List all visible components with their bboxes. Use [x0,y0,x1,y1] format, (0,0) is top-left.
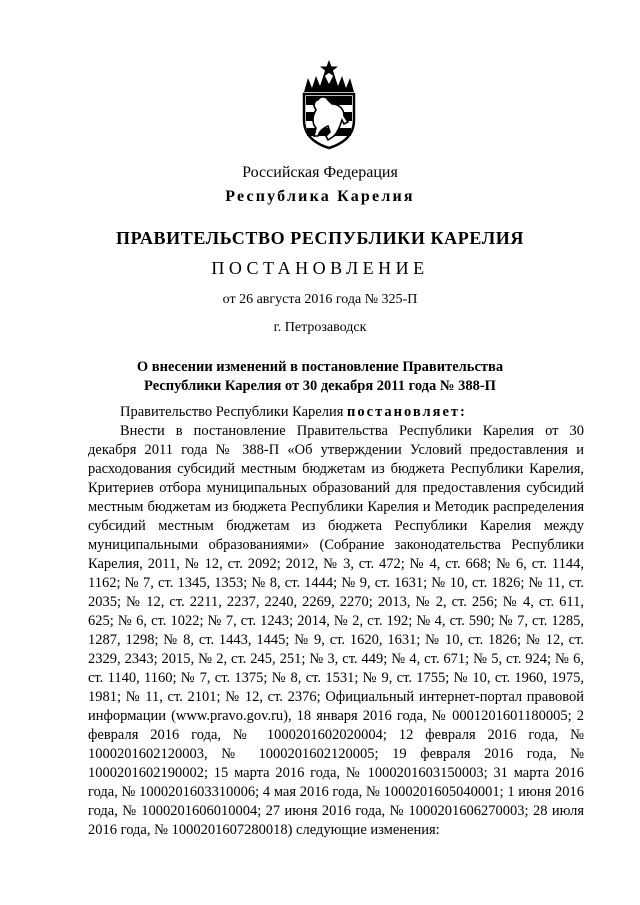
document-date-number: от 26 августа 2016 года № 325-П [222,292,418,307]
decree-intro-prefix: Правительство Республики Карелия [120,404,348,420]
document-subject [0,358,640,396]
emblem-star [320,60,338,77]
document-body [88,403,584,840]
emblem-crown [304,74,354,92]
document-type: ПОСТАНОВЛЕНИЕ [211,258,429,278]
document-city: г. Петрозаводск [273,320,367,335]
republic-name: Республика Карелия [225,188,415,205]
subject-line-1: О внесении изменений в постановление Правительства [136,359,504,375]
karelia-bear-emblem-icon [298,58,360,150]
decree-keyword: постановляет: [347,404,467,420]
subject-line-2: Республики Карелия от 30 декабря 2011 года № 388-П [144,378,496,394]
government-title: ПРАВИТЕЛЬСТВО РЕСПУБЛИКИ КАРЕЛИЯ [116,228,524,248]
country-name: Российская Федерация [242,164,398,181]
decree-intro [88,403,584,422]
decree-paragraph: Внести в постановление Правительства Республики Карелия от 30 декабря 2011 года № 388-П «Об утверждении Условий предоставления и расходования субсидий местным бюджетам из бюджета Республики Карелия, Критериев отбора муниципальных образований для предоставления субсидий местным бюджетам из бюджета Республики Карелия и Методик распределения субсидий местным бюджетам из бюджета Республики Карелия между муниципальными образованиями» (Собрание законодательства Республики Карелия, 2011, № 12, ст. 2092; 2012, № 3, ст. 472; № 4, ст. 668; № 6, ст. 1144, 1162; № 7, ст. 1345, 1353; № 8, ст. 1444; № 9, ст. 1631; № 10, ст. 1826; № 11, ст. 2035; № 12, ст. 2211, 2237, 2240, 2269, 2270; 2013, № 2, ст. 256; № 4, ст. 611, 625; № 6, ст. 1022; № 7, ст. 1243; 2014, № 2, ст. 192; № 4, ст. 590; № 7, ст. 1285, 1287, 1298; № 8, ст. 1443, 1445; № 9, ст. 1620, 1631; № 10, ст. 1826; № 12, ст. 2329, 2343; 2015, № 2, ст. 245, 251; № 3, ст. 449; № 4, ст. 671; № 5, ст. 924; № 6, ст. 1140, 1160; № 7, ст. 1375; № 8, ст. 1531; № 9, ст. 1755; № 10, ст. 1960, 1975, 1981; № 11, ст. 2101; № 12, ст. 2376; Официальный интернет-портал правовой информации (www.pravo.gov.ru), 18 января 2016 года, № 0001201601180005; 2 февраля 2016 года, № 1000201602020004; 12 февраля 2016 года, № 1000201602120003, № 1000201602120005; 19 февраля 2016 года, № 1000201602190002; 15 марта 2016 года, № 1000201603150003; 31 марта 2016 года, № 1000201603310006; 4 мая 2016 года, № 1000201605040001; 1 июня 2016 года, № 1000201606010004; 27 июня 2016 года, № 1000201606270003; 28 июля 2016 года, № 1000201607280018) следующие изменения: [88,423,584,838]
